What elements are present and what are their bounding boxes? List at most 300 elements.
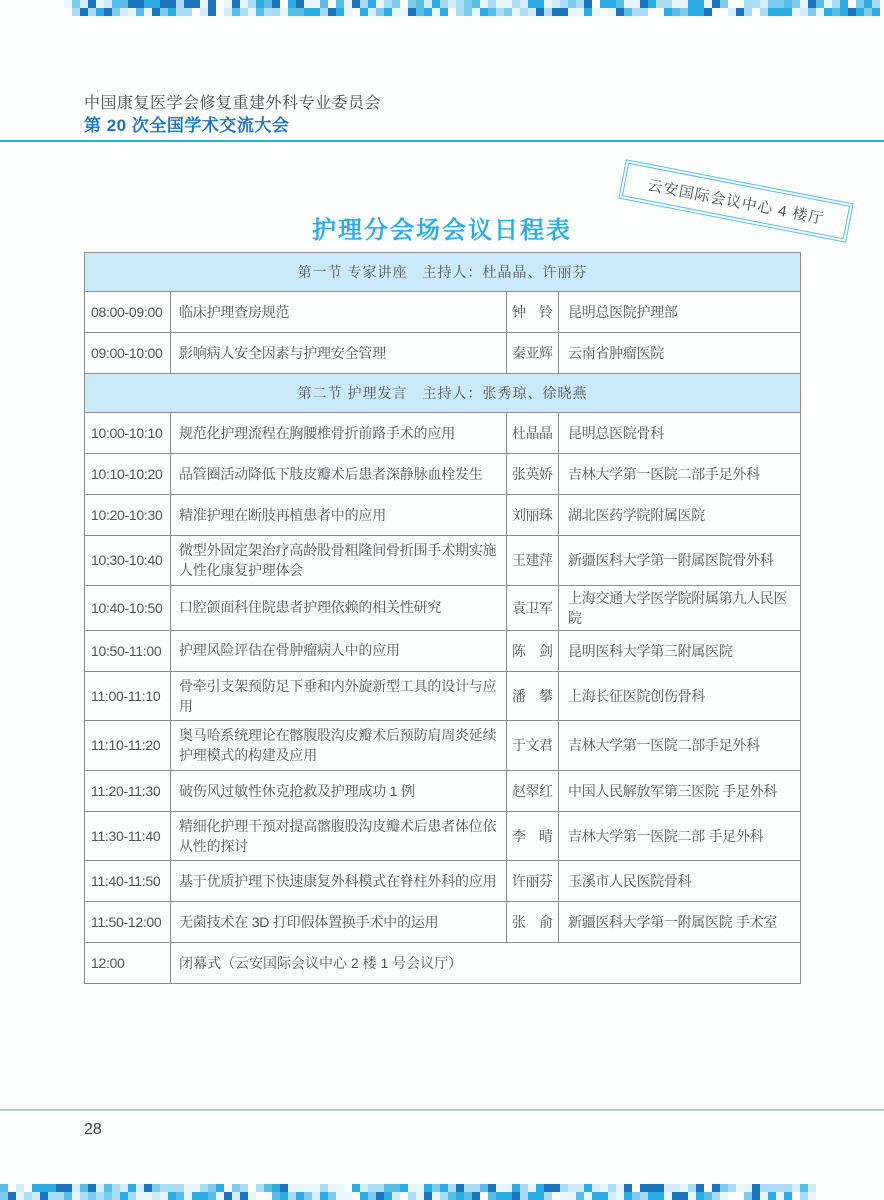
mosaic-square bbox=[776, 1192, 784, 1200]
mosaic-square bbox=[336, 8, 344, 16]
schedule-table bbox=[84, 252, 801, 984]
mosaic-square bbox=[808, 8, 816, 16]
mosaic-square bbox=[200, 1184, 208, 1192]
mosaic-square bbox=[856, 8, 864, 16]
mosaic-square bbox=[352, 0, 360, 8]
mosaic-square bbox=[776, 8, 784, 16]
mosaic-square bbox=[672, 1192, 680, 1200]
top-border-decoration bbox=[64, 0, 884, 16]
mosaic-square bbox=[432, 1192, 440, 1200]
mosaic-square bbox=[176, 1184, 184, 1192]
time-cell: 10:50-11:00 bbox=[85, 630, 171, 671]
mosaic-square bbox=[592, 8, 600, 16]
mosaic-square bbox=[464, 1184, 472, 1192]
mosaic-square bbox=[552, 0, 560, 8]
mosaic-square bbox=[192, 8, 200, 16]
time-cell: 11:10-11:20 bbox=[85, 721, 171, 771]
mosaic-square bbox=[744, 1184, 752, 1192]
mosaic-square bbox=[64, 0, 72, 8]
mosaic-square bbox=[184, 0, 192, 8]
mosaic-square bbox=[440, 8, 448, 16]
mosaic-square bbox=[496, 1192, 504, 1200]
mosaic-square bbox=[120, 0, 128, 8]
time-cell: 10:40-10:50 bbox=[85, 585, 171, 630]
affiliation-cell: 新疆医科大学第一附属医院 手术室 bbox=[559, 902, 801, 943]
mosaic-square bbox=[296, 0, 304, 8]
mosaic-square bbox=[784, 8, 792, 16]
mosaic-square bbox=[600, 0, 608, 8]
mosaic-square bbox=[232, 0, 240, 8]
mosaic-square bbox=[208, 8, 216, 16]
schedule-row bbox=[85, 413, 801, 454]
mosaic-square bbox=[864, 8, 872, 16]
conference-name: 第 20 次全国学术交流大会 bbox=[84, 116, 290, 135]
schedule-row bbox=[85, 333, 801, 374]
mosaic-square bbox=[344, 8, 352, 16]
topic-cell: 精细化护理干预对提高髂腹股沟皮瓣术后患者体位依从性的探讨 bbox=[171, 811, 507, 861]
mosaic-square bbox=[792, 0, 800, 8]
mosaic-square bbox=[424, 8, 432, 16]
speaker-cell: 张英娇 bbox=[507, 454, 559, 495]
mosaic-square bbox=[64, 1192, 72, 1200]
mosaic-square bbox=[760, 0, 768, 8]
affiliation-cell: 中国人民解放军第三医院 手足外科 bbox=[559, 770, 801, 811]
mosaic-square bbox=[256, 8, 264, 16]
mosaic-square bbox=[432, 8, 440, 16]
organization-name: 中国康复医学会修复重建外科专业委员会 bbox=[84, 95, 382, 112]
topic-cell: 品管圈活动降低下肢皮瓣术后患者深静脉血栓发生 bbox=[171, 454, 507, 495]
mosaic-square bbox=[392, 0, 400, 8]
mosaic-square bbox=[344, 0, 352, 8]
mosaic-square bbox=[408, 0, 416, 8]
mosaic-square bbox=[520, 0, 528, 8]
mosaic-square bbox=[728, 1184, 736, 1192]
mosaic-square bbox=[720, 1192, 728, 1200]
mosaic-square bbox=[680, 0, 688, 8]
mosaic-square bbox=[184, 8, 192, 16]
mosaic-square bbox=[592, 1192, 600, 1200]
mosaic-square bbox=[848, 8, 856, 16]
mosaic-square bbox=[672, 8, 680, 16]
mosaic-square bbox=[240, 1184, 248, 1192]
mosaic-square bbox=[112, 1192, 120, 1200]
mosaic-square bbox=[136, 1184, 144, 1192]
mosaic-square bbox=[104, 1184, 112, 1192]
mosaic-square bbox=[200, 0, 208, 8]
mosaic-square bbox=[160, 1192, 168, 1200]
mosaic-square bbox=[736, 1184, 744, 1192]
mosaic-square bbox=[520, 1184, 528, 1192]
mosaic-square bbox=[744, 8, 752, 16]
mosaic-square bbox=[456, 0, 464, 8]
mosaic-square bbox=[528, 0, 536, 8]
mosaic-square bbox=[384, 0, 392, 8]
mosaic-square bbox=[328, 1192, 336, 1200]
mosaic-square bbox=[760, 1184, 768, 1192]
time-cell: 08:00-09:00 bbox=[85, 292, 171, 333]
time-cell: 10:10-10:20 bbox=[85, 454, 171, 495]
mosaic-square bbox=[216, 8, 224, 16]
topic-cell: 破伤风过敏性休克抢救及护理成功 1 例 bbox=[171, 770, 507, 811]
mosaic-square bbox=[136, 8, 144, 16]
section-header-cell: 第一节 专家讲座 主持人：杜晶晶、许丽芬 bbox=[85, 253, 801, 292]
mosaic-square bbox=[760, 8, 768, 16]
topic-cell: 临床护理查房规范 bbox=[171, 292, 507, 333]
venue-badge-label: 云安国际会议中心 4 楼厅 bbox=[645, 176, 826, 228]
mosaic-square bbox=[256, 1192, 264, 1200]
mosaic-square bbox=[776, 0, 784, 8]
mosaic-square bbox=[448, 1192, 456, 1200]
mosaic-square bbox=[552, 1184, 560, 1192]
mosaic-square bbox=[216, 1192, 224, 1200]
mosaic-square bbox=[376, 0, 384, 8]
mosaic-square bbox=[560, 1184, 568, 1192]
mosaic-square bbox=[832, 0, 840, 8]
mosaic-square bbox=[24, 1184, 32, 1192]
mosaic-square bbox=[264, 8, 272, 16]
mosaic-square bbox=[192, 1184, 200, 1192]
mosaic-square bbox=[584, 1192, 592, 1200]
mosaic-square bbox=[840, 0, 848, 8]
topic-cell: 口腔颌面科住院患者护理依赖的相关性研究 bbox=[171, 585, 507, 630]
mosaic-square bbox=[648, 1184, 656, 1192]
mosaic-square bbox=[144, 1184, 152, 1192]
mosaic-square bbox=[136, 0, 144, 8]
mosaic-square bbox=[544, 1192, 552, 1200]
mosaic-square bbox=[8, 1192, 16, 1200]
mosaic-square bbox=[792, 8, 800, 16]
mosaic-square bbox=[616, 1192, 624, 1200]
mosaic-square bbox=[504, 0, 512, 8]
mosaic-square bbox=[752, 8, 760, 16]
mosaic-square bbox=[64, 8, 72, 16]
mosaic-square bbox=[728, 0, 736, 8]
mosaic-square bbox=[456, 8, 464, 16]
mosaic-square bbox=[680, 1192, 688, 1200]
mosaic-square bbox=[320, 8, 328, 16]
mosaic-square bbox=[152, 1192, 160, 1200]
closing-cell: 闭幕式（云安国际会议中心 2 楼 1 号会议厅） bbox=[171, 943, 801, 984]
mosaic-square bbox=[784, 1192, 792, 1200]
mosaic-square bbox=[808, 0, 816, 8]
mosaic-square bbox=[104, 0, 112, 8]
mosaic-square bbox=[280, 1192, 288, 1200]
mosaic-square bbox=[200, 8, 208, 16]
mosaic-square bbox=[640, 1192, 648, 1200]
mosaic-square bbox=[640, 1184, 648, 1192]
mosaic-square bbox=[856, 0, 864, 8]
mosaic-square bbox=[128, 8, 136, 16]
mosaic-square bbox=[280, 1184, 288, 1192]
mosaic-square bbox=[768, 8, 776, 16]
mosaic-square bbox=[464, 8, 472, 16]
mosaic-square bbox=[296, 1192, 304, 1200]
mosaic-square bbox=[808, 1192, 816, 1200]
mosaic-square bbox=[128, 1192, 136, 1200]
mosaic-square bbox=[168, 0, 176, 8]
speaker-cell: 袁卫军 bbox=[507, 585, 559, 630]
mosaic-square bbox=[48, 1192, 56, 1200]
mosaic-square bbox=[288, 1192, 296, 1200]
closing-row bbox=[85, 943, 801, 984]
mosaic-square bbox=[376, 1192, 384, 1200]
mosaic-square bbox=[80, 8, 88, 16]
mosaic-square bbox=[128, 0, 136, 8]
mosaic-square bbox=[480, 0, 488, 8]
mosaic-square bbox=[272, 1192, 280, 1200]
schedule-row bbox=[85, 454, 801, 495]
mosaic-square bbox=[480, 8, 488, 16]
mosaic-square bbox=[736, 1192, 744, 1200]
mosaic-square bbox=[664, 1184, 672, 1192]
section-header-row bbox=[85, 253, 801, 292]
mosaic-square bbox=[208, 1192, 216, 1200]
mosaic-square bbox=[520, 1192, 528, 1200]
mosaic-square bbox=[672, 0, 680, 8]
mosaic-square bbox=[96, 1192, 104, 1200]
mosaic-square bbox=[768, 1192, 776, 1200]
mosaic-square bbox=[392, 1192, 400, 1200]
speaker-cell: 陈 剑 bbox=[507, 630, 559, 671]
mosaic-square bbox=[800, 1184, 808, 1192]
mosaic-square bbox=[496, 0, 504, 8]
mosaic-square bbox=[392, 1184, 400, 1192]
affiliation-cell: 吉林大学第一医院二部 手足外科 bbox=[559, 811, 801, 861]
mosaic-square bbox=[712, 8, 720, 16]
mosaic-square bbox=[616, 1184, 624, 1192]
mosaic-square bbox=[584, 0, 592, 8]
mosaic-square bbox=[408, 1192, 416, 1200]
topic-cell: 基于优质护理下快速康复外科模式在脊柱外科的应用 bbox=[171, 861, 507, 902]
mosaic-square bbox=[472, 8, 480, 16]
mosaic-square bbox=[168, 1192, 176, 1200]
bottom-border-decoration bbox=[0, 1184, 816, 1200]
mosaic-square bbox=[872, 0, 880, 8]
mosaic-square bbox=[416, 1192, 424, 1200]
header-divider-rule bbox=[0, 140, 884, 142]
mosaic-square bbox=[96, 0, 104, 8]
affiliation-cell: 吉林大学第一医院二部手足外科 bbox=[559, 454, 801, 495]
mosaic-square bbox=[768, 1184, 776, 1192]
mosaic-square bbox=[264, 0, 272, 8]
mosaic-square bbox=[96, 8, 104, 16]
mosaic-square bbox=[312, 1184, 320, 1192]
mosaic-square bbox=[408, 8, 416, 16]
topic-cell: 奥马哈系统理论在髂腹股沟皮瓣术后预防肩周炎延续护理模式的构建及应用 bbox=[171, 721, 507, 771]
mosaic-square bbox=[544, 8, 552, 16]
mosaic-square bbox=[280, 0, 288, 8]
mosaic-square bbox=[536, 1184, 544, 1192]
schedule-row bbox=[85, 861, 801, 902]
affiliation-cell: 云南省肿瘤医院 bbox=[559, 333, 801, 374]
affiliation-cell: 湖北医药学院附属医院 bbox=[559, 495, 801, 536]
mosaic-square bbox=[688, 1184, 696, 1192]
mosaic-square bbox=[544, 0, 552, 8]
mosaic-square bbox=[40, 1192, 48, 1200]
mosaic-square bbox=[776, 1184, 784, 1192]
mosaic-square bbox=[184, 1184, 192, 1192]
mosaic-square bbox=[632, 8, 640, 16]
mosaic-square bbox=[816, 8, 824, 16]
schedule-row bbox=[85, 902, 801, 943]
mosaic-square bbox=[16, 1192, 24, 1200]
mosaic-square bbox=[664, 0, 672, 8]
mosaic-square bbox=[664, 8, 672, 16]
mosaic-square bbox=[576, 0, 584, 8]
mosaic-square bbox=[560, 8, 568, 16]
mosaic-square bbox=[272, 1184, 280, 1192]
mosaic-square bbox=[112, 8, 120, 16]
mosaic-square bbox=[360, 1192, 368, 1200]
mosaic-square bbox=[696, 1184, 704, 1192]
mosaic-square bbox=[544, 1184, 552, 1192]
mosaic-square bbox=[360, 0, 368, 8]
mosaic-square bbox=[832, 8, 840, 16]
mosaic-square bbox=[16, 1184, 24, 1192]
schedule-row bbox=[85, 770, 801, 811]
mosaic-square bbox=[816, 0, 824, 8]
speaker-cell: 李 晴 bbox=[507, 811, 559, 861]
mosaic-square bbox=[712, 1192, 720, 1200]
mosaic-square bbox=[568, 8, 576, 16]
mosaic-square bbox=[576, 1184, 584, 1192]
mosaic-square bbox=[488, 0, 496, 8]
schedule-row bbox=[85, 292, 801, 333]
mosaic-square bbox=[56, 1184, 64, 1192]
mosaic-square bbox=[240, 0, 248, 8]
mosaic-square bbox=[288, 1184, 296, 1192]
affiliation-cell: 吉林大学第一医院二部手足外科 bbox=[559, 721, 801, 771]
speaker-cell: 杜晶晶 bbox=[507, 413, 559, 454]
speaker-cell: 刘丽珠 bbox=[507, 495, 559, 536]
affiliation-cell: 昆明总医院骨科 bbox=[559, 413, 801, 454]
page-number: 28 bbox=[84, 1121, 102, 1138]
mosaic-square bbox=[840, 8, 848, 16]
mosaic-square bbox=[328, 0, 336, 8]
mosaic-square bbox=[168, 1184, 176, 1192]
mosaic-square bbox=[224, 0, 232, 8]
mosaic-square bbox=[0, 1184, 8, 1192]
mosaic-square bbox=[80, 0, 88, 8]
section-header-row bbox=[85, 374, 801, 413]
mosaic-square bbox=[576, 8, 584, 16]
mosaic-square bbox=[608, 8, 616, 16]
mosaic-square bbox=[600, 1192, 608, 1200]
mosaic-square bbox=[344, 1184, 352, 1192]
section-header-cell: 第二节 护理发言 主持人：张秀琼、徐晓燕 bbox=[85, 374, 801, 413]
mosaic-square bbox=[88, 1184, 96, 1192]
mosaic-square bbox=[440, 1184, 448, 1192]
mosaic-square bbox=[296, 8, 304, 16]
schedule-table-body bbox=[85, 253, 801, 984]
mosaic-square bbox=[120, 1192, 128, 1200]
topic-cell: 护理风险评估在骨肿瘤病人中的应用 bbox=[171, 630, 507, 671]
mosaic-square bbox=[728, 1192, 736, 1200]
time-cell: 12:00 bbox=[85, 943, 171, 984]
mosaic-square bbox=[88, 1192, 96, 1200]
mosaic-square bbox=[592, 0, 600, 8]
mosaic-square bbox=[384, 1184, 392, 1192]
mosaic-square bbox=[24, 1192, 32, 1200]
mosaic-square bbox=[176, 0, 184, 8]
mosaic-square bbox=[400, 1192, 408, 1200]
mosaic-square bbox=[696, 1192, 704, 1200]
mosaic-square bbox=[336, 0, 344, 8]
mosaic-square bbox=[120, 1184, 128, 1192]
mosaic-square bbox=[552, 8, 560, 16]
mosaic-square bbox=[800, 1192, 808, 1200]
mosaic-square bbox=[600, 1184, 608, 1192]
speaker-cell: 钟 铃 bbox=[507, 292, 559, 333]
mosaic-square bbox=[768, 0, 776, 8]
mosaic-square bbox=[504, 8, 512, 16]
mosaic-square bbox=[144, 8, 152, 16]
mosaic-square bbox=[288, 0, 296, 8]
mosaic-square bbox=[424, 0, 432, 8]
mosaic-square bbox=[424, 1184, 432, 1192]
mosaic-square bbox=[784, 0, 792, 8]
mosaic-square bbox=[752, 0, 760, 8]
mosaic-square bbox=[736, 8, 744, 16]
mosaic-square bbox=[656, 1184, 664, 1192]
mosaic-square bbox=[320, 1192, 328, 1200]
mosaic-square bbox=[488, 1192, 496, 1200]
mosaic-square bbox=[8, 1184, 16, 1192]
time-cell: 11:00-11:10 bbox=[85, 671, 171, 721]
mosaic-square bbox=[112, 0, 120, 8]
mosaic-square bbox=[656, 1192, 664, 1200]
mosaic-square bbox=[224, 1192, 232, 1200]
mosaic-square bbox=[656, 8, 664, 16]
mosaic-square bbox=[448, 0, 456, 8]
mosaic-square bbox=[72, 8, 80, 16]
mosaic-square bbox=[224, 1184, 232, 1192]
mosaic-square bbox=[536, 8, 544, 16]
mosaic-square bbox=[232, 1192, 240, 1200]
mosaic-square bbox=[232, 8, 240, 16]
mosaic-square bbox=[352, 1184, 360, 1192]
affiliation-cell: 上海交通大学医学院附属第九人民医院 bbox=[559, 585, 801, 630]
mosaic-square bbox=[48, 1184, 56, 1192]
mosaic-square bbox=[744, 1192, 752, 1200]
mosaic-square bbox=[680, 1184, 688, 1192]
mosaic-square bbox=[704, 0, 712, 8]
mosaic-square bbox=[648, 1192, 656, 1200]
mosaic-square bbox=[344, 1192, 352, 1200]
footer-divider-rule bbox=[0, 1109, 884, 1111]
mosaic-square bbox=[440, 0, 448, 8]
time-cell: 11:30-11:40 bbox=[85, 811, 171, 861]
mosaic-square bbox=[416, 0, 424, 8]
mosaic-square bbox=[800, 8, 808, 16]
mosaic-square bbox=[416, 8, 424, 16]
schedule-row bbox=[85, 630, 801, 671]
mosaic-square bbox=[640, 0, 648, 8]
mosaic-square bbox=[72, 0, 80, 8]
mosaic-square bbox=[624, 0, 632, 8]
mosaic-square bbox=[96, 1184, 104, 1192]
speaker-cell: 赵翠红 bbox=[507, 770, 559, 811]
schedule-row bbox=[85, 536, 801, 586]
mosaic-square bbox=[536, 1192, 544, 1200]
mosaic-square bbox=[728, 8, 736, 16]
speaker-cell: 秦亚辉 bbox=[507, 333, 559, 374]
mosaic-square bbox=[104, 1192, 112, 1200]
mosaic-square bbox=[512, 1184, 520, 1192]
mosaic-square bbox=[712, 0, 720, 8]
mosaic-square bbox=[248, 0, 256, 8]
topic-cell: 影响病人安全因素与护理安全管理 bbox=[171, 333, 507, 374]
